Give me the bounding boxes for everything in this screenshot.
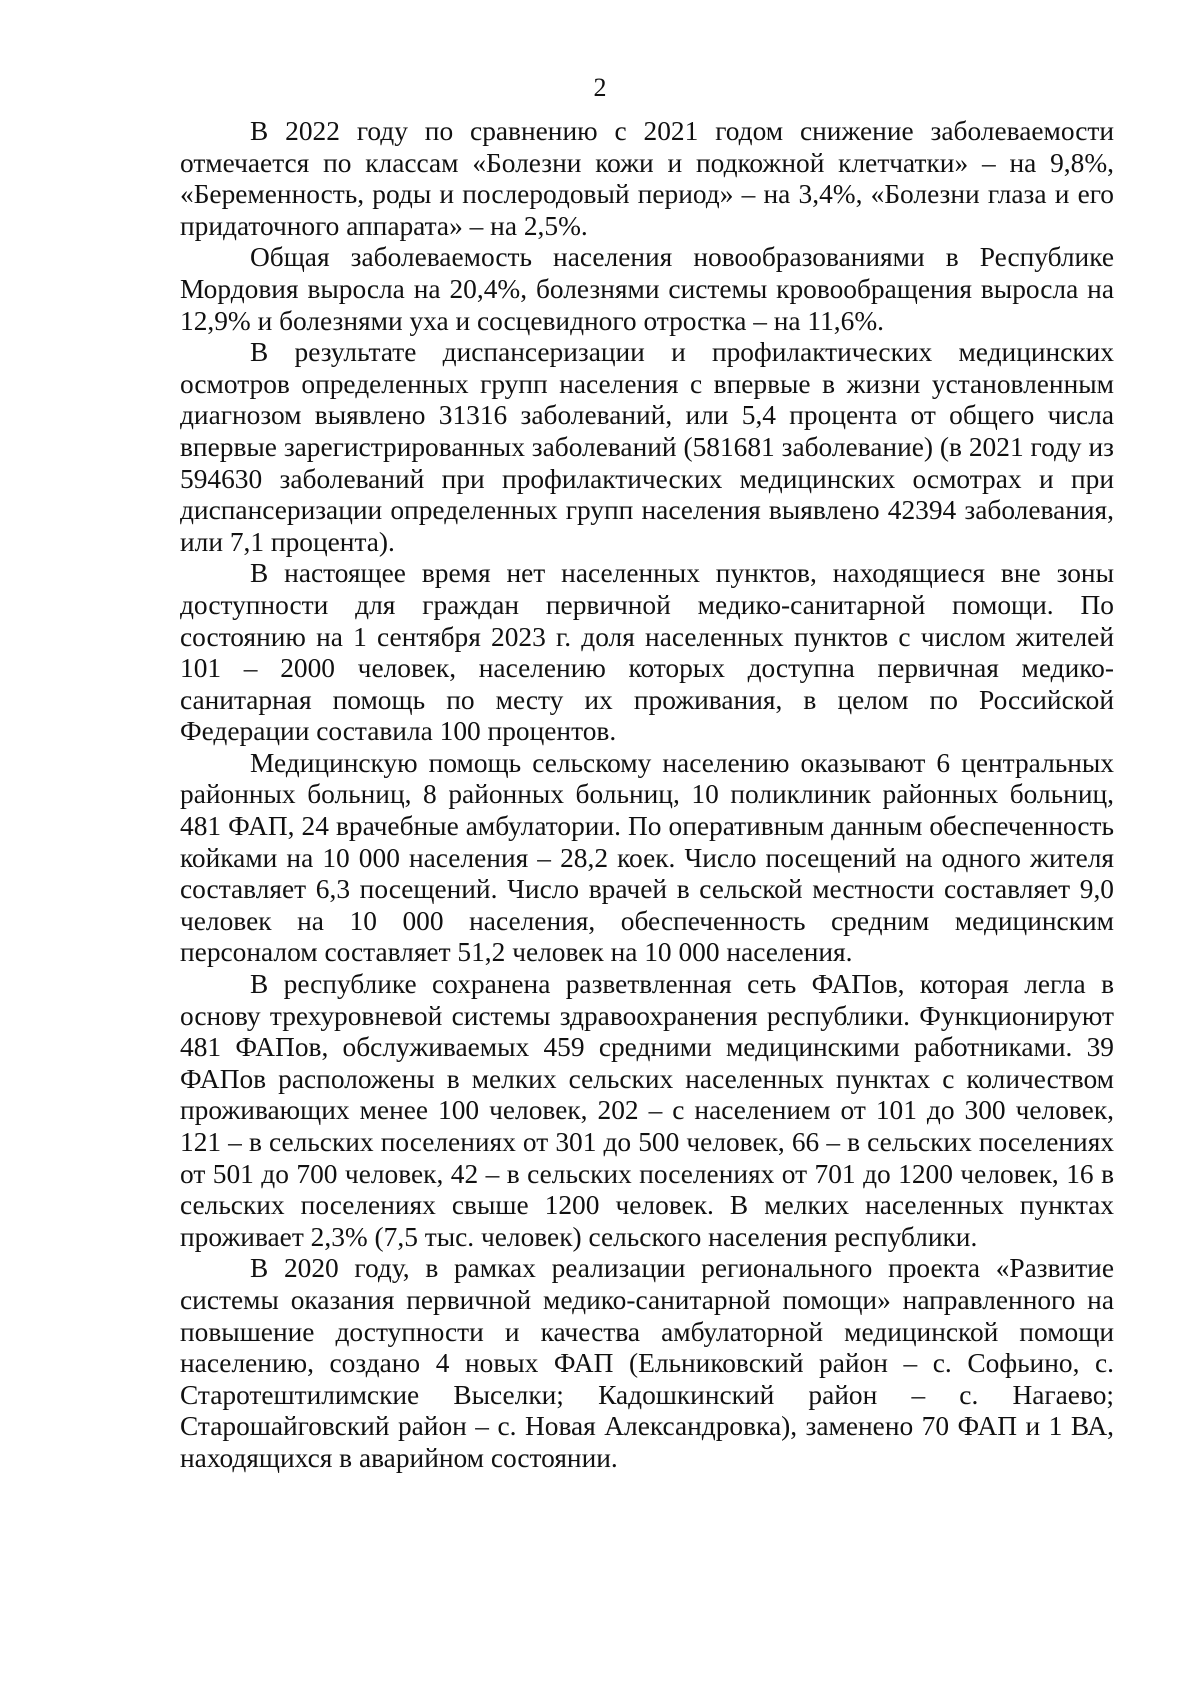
paragraph-fap-network: В республике сохранена разветвленная сеть ФАПов, которая легла в основу трехуровневой системы здравоохранения республики. Функционируют 481 ФАПов, обслуживаемых 459 средними медицинскими работниками. 39 ФАПов расположены в мелких сельских населенных пунктах с количеством проживающих менее 100 человек, 202 – с населением от 101 до 300 человек, 121 – в сельских поселениях от 301 до 500 человек, 66 – в сельских поселениях от 501 до 700 человек, 42 – в сельских поселениях от 701 до 1200 человек, 16 в сельских поселениях свыше 1200 человек. В мелких населенных пунктах проживает 2,3% (7,5 тыс. человек) сельского населения республики. <box>180 969 1114 1252</box>
paragraph-rural-care: Медицинскую помощь сельскому населению оказывают 6 центральных районных больниц, 8 районных больниц, 10 поликлиник районных больниц, 481 ФАП, 24 врачебные амбулатории. По оперативным данным обеспеченность койками на 10 000 населения – 28,2 коек. Число посещений на одного жителя составляет 6,3 посещений. Число врачей в сельской местности составляет 9,0 человек на 10 000 населения, обеспеченность средним медицинским персоналом составляет 51,2 человек на 10 000 населения. <box>180 747 1114 968</box>
paragraph-morbidity-decrease: В 2022 году по сравнению с 2021 годом снижение заболеваемости отмечается по классам «Болезни кожи и подкожной клетчатки» – на 9,8%, «Беременность, роды и послеродовый период» – на 3,4%, «Болезни глаза и его придаточного аппарата» – на 2,5%. <box>180 116 1114 241</box>
page-number: 2 <box>593 73 607 102</box>
paragraph-screening-results: В результате диспансеризации и профилактических медицинских осмотров определенных групп населения с впервые в жизни установленным диагнозом выявлено 31316 заболеваний, или 5,4 процента от общего числа впервые зарегистрированных заболеваний (581681 заболевание) (в 2021 году из 594630 заболеваний при профилактических медицинских осмотрах и при диспансеризации определенных групп населения выявлено 42394 заболевания, или 7,1 процента). <box>180 337 1114 557</box>
document-body <box>180 116 1114 1475</box>
paragraph-accessibility: В настоящее время нет населенных пунктов, находящиеся вне зоны доступности для граждан первичной медико-санитарной помощи. По состоянию на 1 сентября 2023 г. доля населенных пунктов с числом жителей 101 – 2000 человек, населению которых доступна первичная медико-санитарная помощь по месту их проживания, в целом по Российской Федерации составила 100 процентов. <box>180 558 1114 747</box>
paragraph-morbidity-growth: Общая заболеваемость населения новообразованиями в Республике Мордовия выросла на 20,4%, болезнями системы кровообращения выросла на 12,9% и болезнями уха и сосцевидного отростка – на 11,6%. <box>180 242 1114 336</box>
paragraph-regional-project: В 2020 году, в рамках реализации регионального проекта «Развитие системы оказания первичной медико-санитарной помощи» направленного на повышение доступности и качества амбулаторной медицинской помощи населению, создано 4 новых ФАП (Ельниковский район – с. Софьино, с. Старотештилимские Выселки; Кадошкинский район – с. Нагаево; Старошайговский район – с. Новая Александровка), заменено 70 ФАП и 1 ВА, находящихся в аварийном состоянии. <box>180 1253 1114 1473</box>
